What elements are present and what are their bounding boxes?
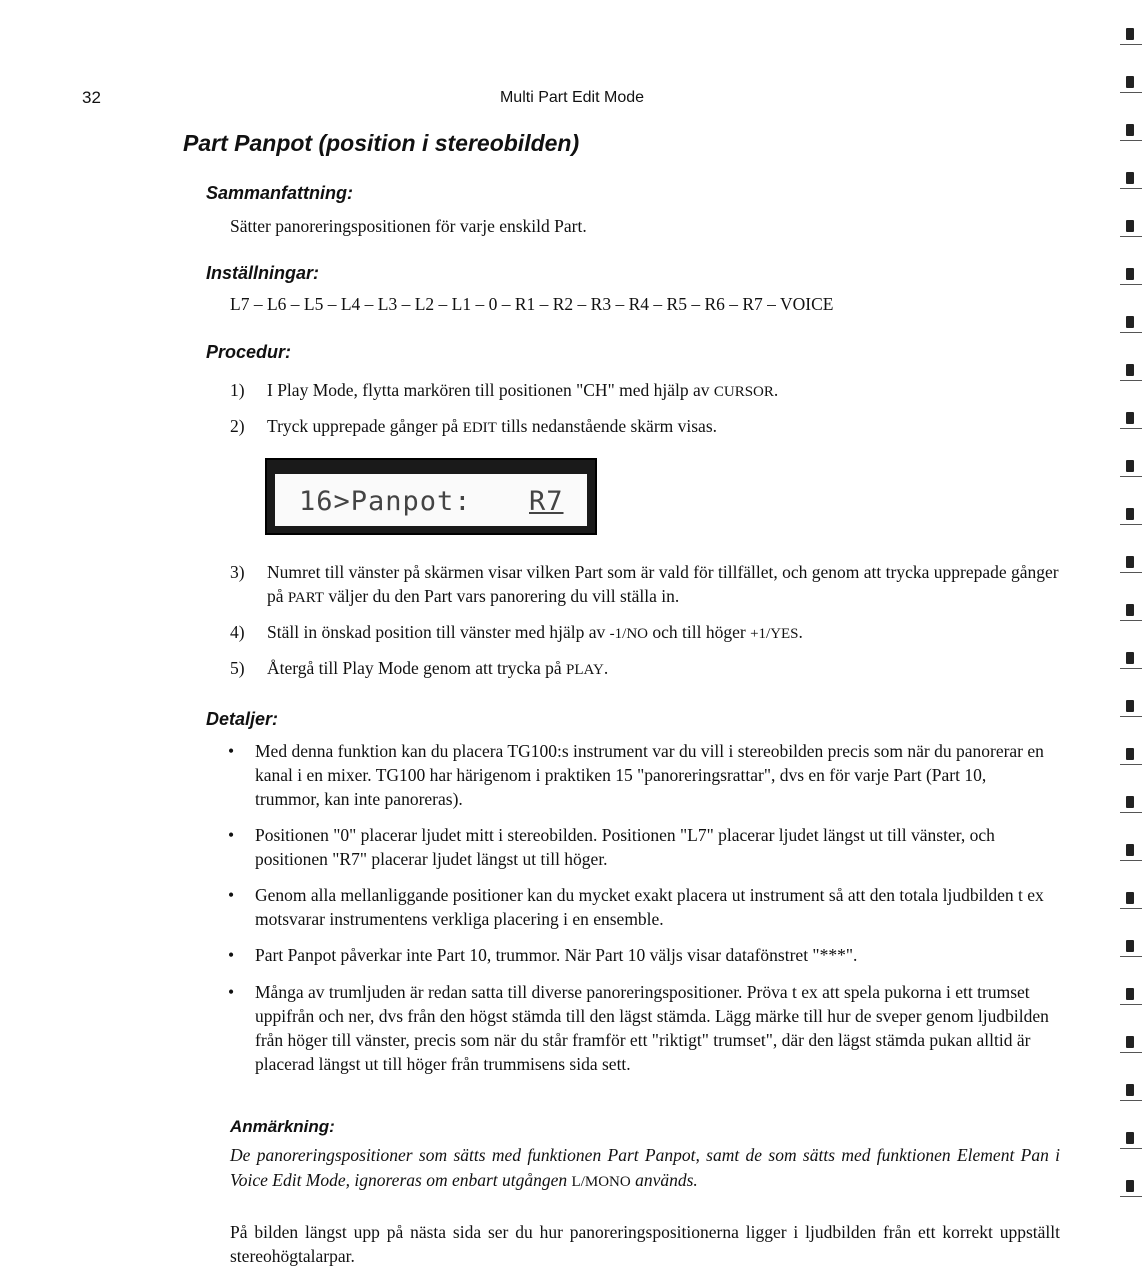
binding-tick [1120,524,1142,525]
binding-hole-icon [1126,700,1134,712]
binding-tick [1120,380,1142,381]
lcd-display [265,458,597,535]
details-heading: Detaljer: [206,709,279,729]
note-heading: Anmärkning: [230,1117,335,1136]
bullet-text: Med denna funktion kan du placera TG100:s instrument var du vill i stereobilden precis som när du panorerar en kanal i en mixer. TG100 har härigenom i praktiken 15 "panoreringsrattar", dvs en för varje Part (Part 10, trummor, kan inte panoreras). [255,741,1044,809]
binding-hole-icon [1126,220,1134,232]
binding-tick [1120,908,1142,909]
binding-tick [1120,1196,1142,1197]
bullet-icon: • [228,982,235,1002]
bullet-text: Part Panpot påverkar inte Part 10, trummor. När Part 10 väljs visar datafönstret "***". [255,945,858,965]
key-part: PART [287,590,324,606]
binding-tick [1120,284,1142,285]
binding-tick [1120,572,1142,573]
binding-tick [1120,668,1142,669]
binding-tick [1120,716,1142,717]
summary-heading: Sammanfattning: [206,183,354,203]
binding-hole-icon [1126,1180,1134,1192]
binding-tick [1120,428,1142,429]
binding-hole-icon [1126,988,1134,1000]
step-number: 1) [230,380,245,400]
lcd-label: 16>Panpot: [299,486,472,517]
binding-tick [1120,44,1142,45]
bullet-icon: • [228,741,235,761]
binding-tick [1120,92,1142,93]
bullet-icon: • [228,885,235,905]
binding-hole-icon [1126,796,1134,808]
binding-hole-icon [1126,748,1134,760]
binding-tick [1120,812,1142,813]
binding-tick [1120,332,1142,333]
binding-hole-icon [1126,412,1134,424]
binding-tick [1120,1004,1142,1005]
summary-text: Sätter panoreringspositionen för varje enskild Part. [230,216,587,236]
binding-hole-icon [1126,604,1134,616]
step-text: Ställ in önskad position till vänster med hjälp av -1/NO och till höger +1/YES. [267,622,803,642]
binding-tick [1120,620,1142,621]
running-head: Multi Part Edit Mode [499,89,645,106]
bullet-text: Många av trumljuden är redan satta till diverse panoreringspositioner. Pröva t ex att spela pukorna i ett trumset uppifrån och ner, dvs från den högst stämda till den lägst stämda. Lägg märke till hur de sveper genom ljudbilden från höger till vänster, precis som när du står framför ett "riktigt" trumset", där den lägst stämda pukan alltid är placerad längst ut till höger från trummisens sida sett. [255,982,1049,1074]
binding-hole-icon [1126,1132,1134,1144]
step-number: 4) [230,622,245,642]
binding-hole-icon [1126,76,1134,88]
binding-hole-icon [1126,1084,1134,1096]
binding-hole-icon [1126,268,1134,280]
step-text: Tryck upprepade gånger på EDIT tills nedanstående skärm visas. [267,416,718,436]
closing-paragraph: På bilden längst upp på nästa sida ser du hur panoreringspositionerna ligger i ljudbilden från ett korrekt uppställt stereohögtalarpar. [230,1222,1060,1266]
binding-tick [1120,476,1142,477]
binding-hole-icon [1126,940,1134,952]
binding-tick [1120,860,1142,861]
binding-hole-icon [1126,124,1134,136]
bullet-icon: • [228,945,235,965]
note-text: De panoreringspositioner som sätts med funktionen Part Panpot, samt de som sätts med funktionen Element Pan i Voice Edit Mode, ignoreras om enbart utgången L/MONO används. [230,1145,1060,1190]
key-plus-yes: +1/YES [750,626,799,642]
procedure-heading: Procedur: [206,342,292,362]
key-minus-no: -1/NO [609,626,648,642]
binding-tick [1120,236,1142,237]
key-cursor: CURSOR [713,384,774,400]
binding-tick [1120,764,1142,765]
settings-heading: Inställningar: [206,263,320,283]
binding-tick [1120,188,1142,189]
step-number: 2) [230,416,245,436]
key-play: PLAY [566,662,604,678]
key-edit: EDIT [462,420,497,436]
binding-tick [1120,1100,1142,1101]
binding-hole-icon [1126,892,1134,904]
binding-hole-icon [1126,364,1134,376]
binding-hole-icon [1126,460,1134,472]
bullet-text: Positionen "0" placerar ljudet mitt i stereobilden. Positionen "L7" placerar ljudet längst ut till vänster, och positionen "R7" placerar ljudet längst ut till höger. [255,825,995,869]
step-text: Numret till vänster på skärmen visar vilken Part som är vald för tillfället, och genom att trycka upprepade gånger på PART väljer du den Part vars panorering du vill ställa in. [267,562,1059,606]
binding-hole-icon [1126,172,1134,184]
binding-hole-icon [1126,556,1134,568]
lcd-value: R7 [529,486,564,517]
binding-hole-icon [1126,652,1134,664]
settings-values: L7 – L6 – L5 – L4 – L3 – L2 – L1 – 0 – R1 – R2 – R3 – R4 – R5 – R6 – R7 – VOICE [230,294,834,314]
binding-tick [1120,956,1142,957]
key-l-mono: L/MONO [571,1174,631,1190]
binding-tick [1120,1052,1142,1053]
lcd-screen [275,474,587,526]
binding-hole-icon [1126,844,1134,856]
bullet-icon: • [228,825,235,845]
binding-hole-icon [1126,28,1134,40]
step-number: 3) [230,562,245,582]
section-title: Part Panpot (position i stereobilden) [183,130,580,156]
binding-tick [1120,140,1142,141]
binding-hole-icon [1126,508,1134,520]
step-number: 5) [230,658,245,678]
step-text: I Play Mode, flytta markören till positionen "CH" med hjälp av CURSOR. [267,380,779,400]
binding-hole-icon [1126,316,1134,328]
page-number: 32 [82,88,101,107]
binding-hole-icon [1126,1036,1134,1048]
step-text: Återgå till Play Mode genom att trycka på PLAY. [267,658,609,678]
bullet-text: Genom alla mellanliggande positioner kan du mycket exakt placera ut instrument så att den totala ljudbilden t ex motsvarar instrumentens verkliga placering i en ensemble. [255,885,1044,929]
binding-edge [1118,0,1144,1270]
binding-tick [1120,1148,1142,1149]
